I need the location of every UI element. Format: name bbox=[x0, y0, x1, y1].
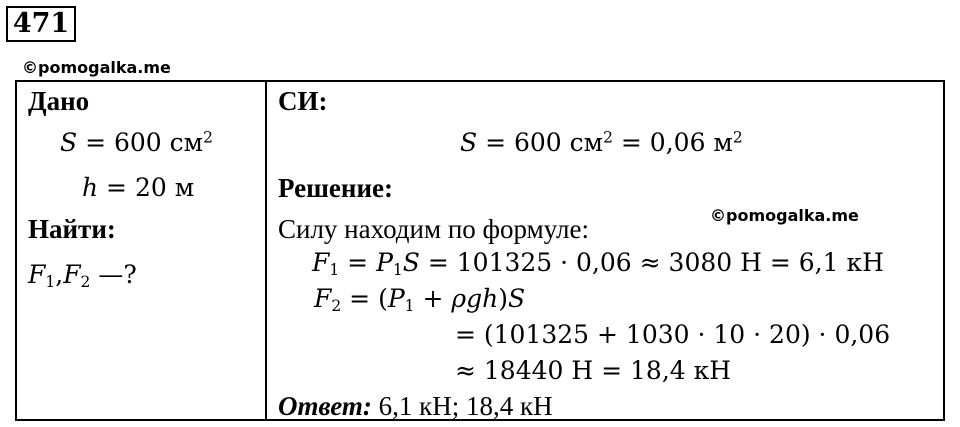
find-forces: $F_1,F_2$ —? bbox=[28, 260, 137, 291]
column-divider bbox=[265, 80, 267, 421]
solution-intro: Силу находим по формуле: bbox=[278, 214, 589, 244]
answer-value: 6,1 кН; 18,4 кН bbox=[378, 391, 553, 421]
formula-f2-result: ≈ 18440 Н = 18,4 кН bbox=[455, 356, 732, 385]
answer-label: Ответ: bbox=[278, 391, 372, 421]
solution-heading: Решение: bbox=[278, 173, 393, 203]
formula-f2: $F_2 = (P_1 + \rho gh)S$ bbox=[314, 284, 526, 315]
si-conversion: S = 600 $см^2 = 0,06$ $м^2$ bbox=[460, 128, 743, 157]
watermark: ©pomogalka.me bbox=[22, 58, 171, 77]
watermark-2: ©pomogalka.me bbox=[710, 206, 859, 225]
formula-f1: $F_1 = P_1S = 101325 \cdot 0,06 \approx 3080$ Н = 6,1 кН bbox=[312, 248, 884, 279]
formula-f2-substitution: = (101325 + 1030 · 10 · 20) · 0,06 bbox=[455, 320, 891, 349]
given-heading: Дано bbox=[28, 86, 90, 116]
si-heading: СИ: bbox=[278, 86, 328, 116]
find-heading: Найти: bbox=[28, 214, 116, 244]
given-area: S = 600 $см^2$ bbox=[60, 128, 213, 157]
given-height: h = 20 м bbox=[82, 173, 195, 202]
problem-number: 471 bbox=[6, 6, 76, 42]
answer-line bbox=[278, 393, 553, 420]
